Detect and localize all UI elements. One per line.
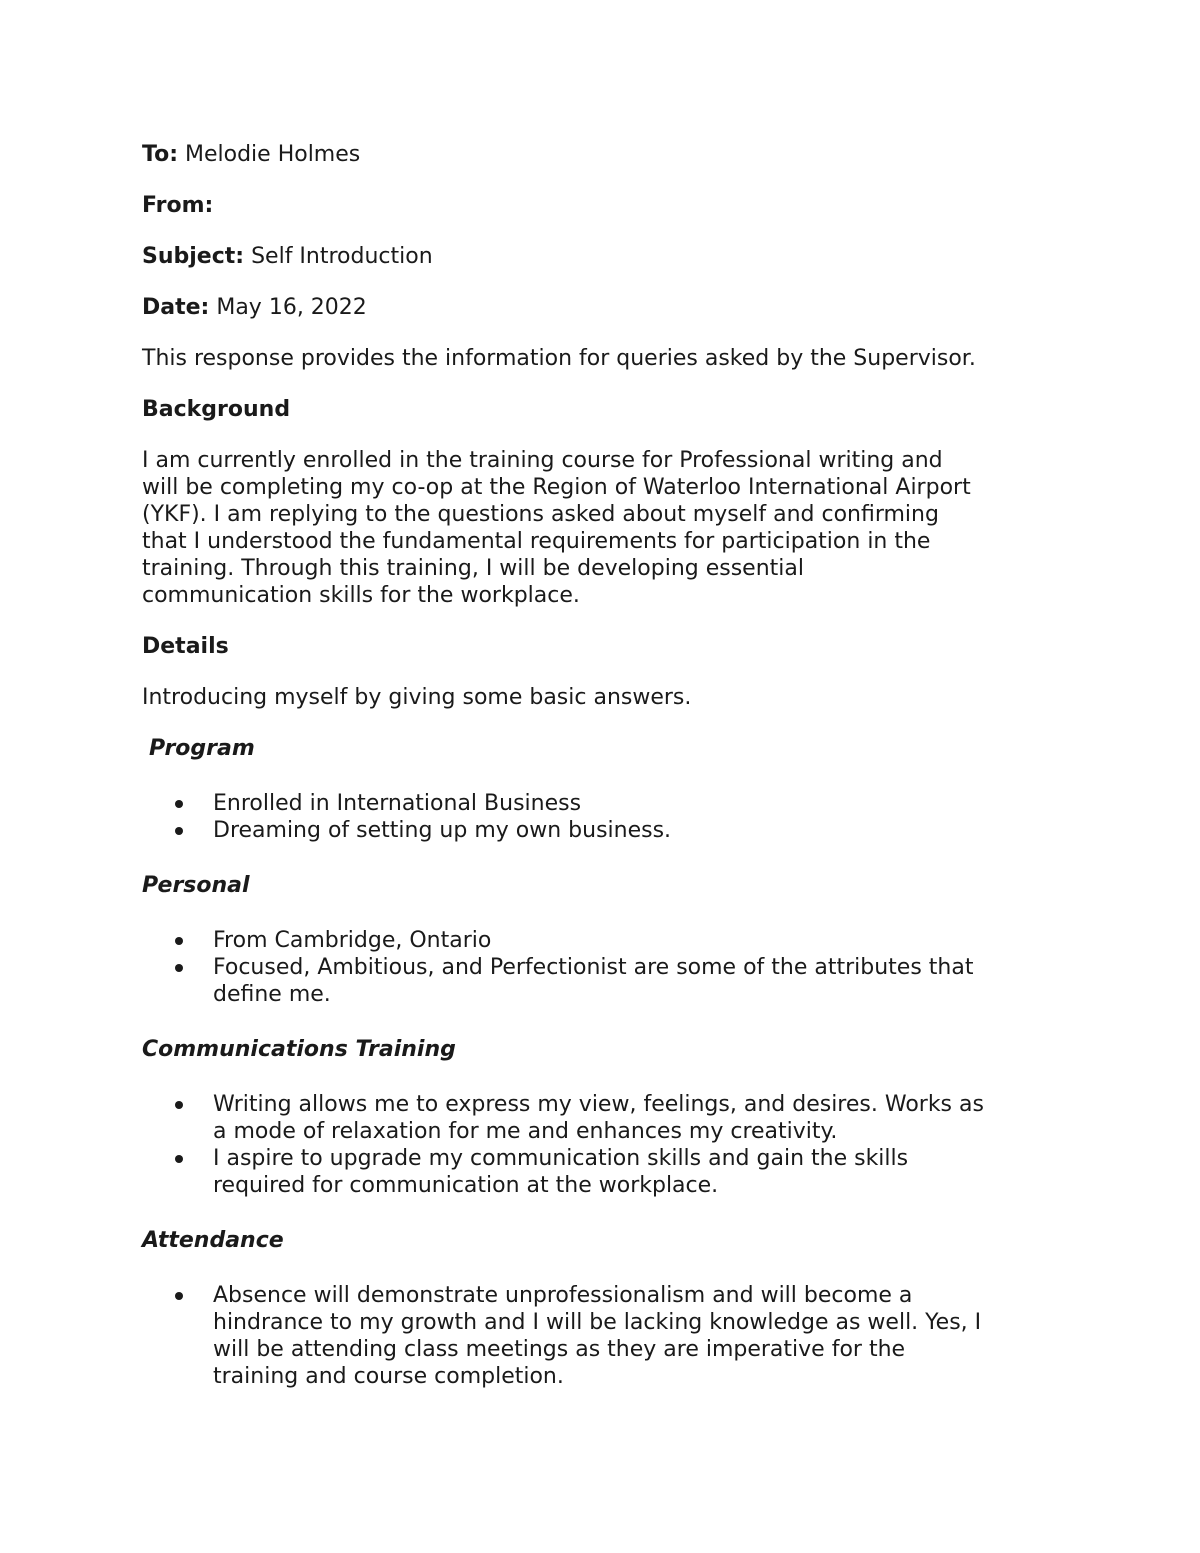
list-item-line: Absence will demonstrate unprofessionalism and will become a	[213, 1283, 913, 1308]
background-line: communication skills for the workplace.	[142, 583, 580, 608]
to-line	[142, 141, 1072, 168]
intro-paragraph: This response provides the information for queries asked by the Supervisor.	[142, 346, 976, 371]
bullet-icon	[175, 1101, 183, 1109]
list-item-line: I aspire to upgrade my communication skills and gain the skills	[213, 1146, 909, 1171]
details-heading: Details	[142, 634, 229, 659]
list-item-line: training and course completion.	[213, 1364, 564, 1389]
list-item-line: required for communication at the workplace.	[213, 1173, 719, 1198]
background-line: I am currently enrolled in the training course for Professional writing and	[142, 448, 943, 473]
attendance-heading: Attendance	[142, 1228, 284, 1253]
background-heading: Background	[142, 397, 291, 422]
from-label: From:	[142, 193, 214, 218]
to-value: Melodie Holmes	[185, 142, 361, 167]
background-paragraph	[142, 447, 1072, 609]
list-item-line: will be attending class meetings as they are imperative for the	[213, 1337, 906, 1362]
attendance-list	[142, 1282, 1072, 1390]
bullet-icon	[175, 800, 183, 808]
bullet-icon	[175, 937, 183, 945]
background-line: that I understood the fundamental requirements for participation in the	[142, 529, 931, 554]
bullet-icon	[175, 827, 183, 835]
subject-line	[142, 243, 1072, 270]
list-item	[142, 1282, 1072, 1390]
personal-heading: Personal	[142, 873, 250, 898]
list-item-line: Focused, Ambitious, and Perfectionist are some of the attributes that	[213, 955, 974, 980]
program-list	[142, 790, 1072, 844]
list-item-line: hindrance to my growth and I will be lacking knowledge as well. Yes, I	[213, 1310, 982, 1335]
date-label: Date:	[142, 295, 210, 320]
list-item	[142, 1091, 1072, 1145]
bullet-icon	[175, 964, 183, 972]
list-item	[142, 817, 1072, 844]
list-item-line: define me.	[213, 982, 331, 1007]
background-line: (YKF). I am replying to the questions asked about myself and confirming	[142, 502, 939, 527]
communications-list	[142, 1091, 1072, 1199]
subject-label: Subject:	[142, 244, 245, 269]
list-item-line: Writing allows me to express my view, feelings, and desires. Works as	[213, 1092, 984, 1117]
bullet-icon	[175, 1155, 183, 1163]
memo-page	[142, 141, 1072, 1418]
date-line	[142, 294, 1072, 321]
list-item-line: Enrolled in International Business	[213, 791, 582, 816]
communications-heading: Communications Training	[142, 1037, 456, 1062]
list-item-line: Dreaming of setting up my own business.	[213, 818, 672, 843]
from-line	[142, 192, 1072, 219]
list-item	[142, 927, 1072, 954]
bullet-icon	[175, 1292, 183, 1300]
to-label: To:	[142, 142, 178, 167]
details-intro: Introducing myself by giving some basic answers.	[142, 685, 692, 710]
list-item	[142, 1145, 1072, 1199]
list-item-line: a mode of relaxation for me and enhances my creativity.	[213, 1119, 838, 1144]
subject-value: Self Introduction	[251, 244, 433, 269]
personal-list	[142, 927, 1072, 1008]
list-item-line: From Cambridge, Ontario	[213, 928, 492, 953]
list-item	[142, 954, 1072, 1008]
background-line: will be completing my co-op at the Region of Waterloo International Airport	[142, 475, 971, 500]
program-heading: Program	[149, 736, 255, 761]
background-line: training. Through this training, I will be developing essential	[142, 556, 804, 581]
list-item	[142, 790, 1072, 817]
date-value: May 16, 2022	[216, 295, 367, 320]
